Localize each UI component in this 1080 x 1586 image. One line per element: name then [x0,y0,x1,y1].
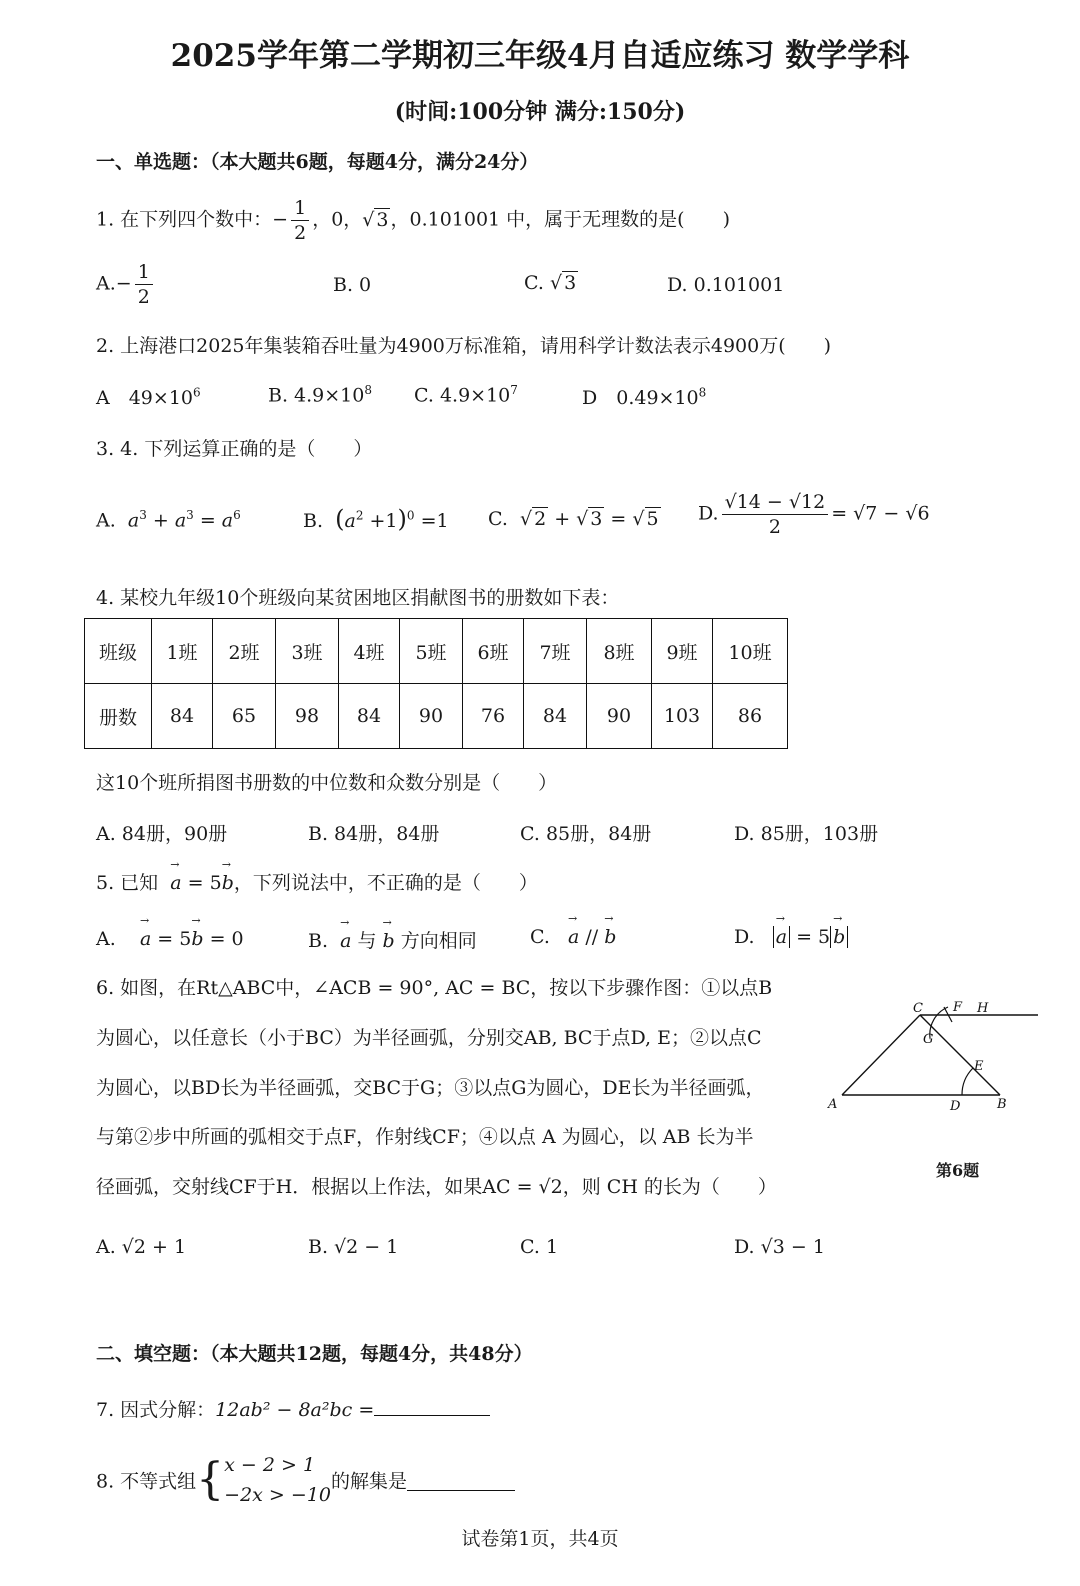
q1-opt-a-den: 2 [137,286,150,308]
label-h: H [977,1001,989,1016]
q5-opt-a-label: A. [96,928,116,950]
q5-stem-b: ，下列说法中，不正确的是（ ） [233,872,538,894]
question-4: 4. 某校九年级10个班级向某贫困地区捐献图书的册数如下表： [96,587,620,609]
table-cell: 8班 [587,619,652,684]
q3-opt-d-fraction [722,490,829,539]
table-cell: 4班 [339,619,400,684]
q2-opt-a-exp: 6 [193,385,201,400]
table-cell: 3班 [276,619,339,684]
q1-option-c [524,272,578,294]
q6-option-a: A. √2 + 1 [96,1236,187,1258]
segment-cb [920,1015,1000,1095]
q4-question: 这10个班所捐图书册数的中位数和众数分别是（ ） [96,772,558,794]
table-cell: 90 [400,684,463,749]
table-cell: 1班 [152,619,213,684]
table-cell: 5班 [400,619,463,684]
table-cell: 84 [339,684,400,749]
q5-option-d: D. → a = 5→ b [734,926,848,948]
q1-option-b: B. 0 [333,274,372,296]
table-cell: 6班 [463,619,524,684]
q1-opt-c-sqrt: √ 3 [549,272,577,294]
table-cell: 10班 [713,619,788,684]
q5-stem-a: 5. 已知 [96,872,159,894]
q7-expr: 12ab² − 8a²bc = [215,1399,375,1421]
page-subtitle: (时间:100分钟 满分:150分) [394,99,686,125]
table-cell: 84 [524,684,587,749]
q6-line-1: 6. 如图，在Rt△ABC中，∠ACB = 90°, AC = BC，按以下步骤作图：①以点B [96,977,773,999]
q6-line-2: 为圆心，以任意长（小于BC）为半径画弧，分别交AB, BC于点D, E；②以点C [96,1027,762,1049]
q2-opt-a-text: A 49×10 [96,387,193,409]
q1-minus: − [272,208,289,231]
q8-answer-blank[interactable] [407,1470,515,1491]
q2-opt-c-exp: 7 [510,383,518,397]
table-cell: 班级 [85,619,152,684]
q8-stem: 8. 不等式组 [96,1470,197,1493]
q4-option-b: B. 84册，84册 [308,823,440,845]
q1-fraction [291,196,309,245]
q6-option-d: D. √3 − 1 [734,1236,825,1258]
question-1 [96,196,730,245]
table-cell: 103 [652,684,713,749]
label-g: G [923,1032,934,1047]
q6-figure-caption: 第6题 [936,1161,980,1180]
q1-opt-c-label: C. [524,272,544,294]
q6-option-b: B. √2 − 1 [308,1236,399,1258]
table-cell: 2班 [213,619,276,684]
label-d: D [950,1099,961,1114]
page-footer: 试卷第1页，共4页 [461,1528,619,1550]
q4-option-c: C. 85册，84册 [520,823,652,845]
q3-option-b: B. $(a^2 +1)^0 =1$ [303,505,449,533]
q2-option-d [582,383,706,410]
q5-option-b: B. → a 与 → b 方向相同 [308,926,477,953]
question-2: 2. 上海港口2025年集装箱吞吐量为4900万标准箱，请用科学计数法表示4900万( ) [96,335,832,357]
q5-opt-b-label: B. [308,930,329,952]
q1-opt-a-num: 1 [135,260,153,285]
table-cell: 86 [713,684,788,749]
q4-option-a: A. 84册，90册 [96,823,228,845]
table-cell: 76 [463,684,524,749]
q1-mid: ，0， [312,208,363,231]
q1-frac-num: 1 [291,196,309,221]
table-cell: 90 [587,684,652,749]
q1-frac-den: 2 [294,222,307,244]
label-e: E [974,1059,984,1074]
q2-opt-d-exp: 8 [698,385,707,400]
table-row-header [85,619,788,684]
q8-system [224,1450,331,1510]
q3-opt-d-num: √14 − √12 [722,490,829,515]
q1-sqrt [362,209,390,231]
label-c: C [913,1001,923,1016]
table-cell: 65 [213,684,276,749]
q3-option-d [698,490,930,539]
q6-line-5: 径画弧，交射线CF于H．根据以上作法，如果AC = √2，则 CH 的长为（ ） [96,1176,777,1198]
q2-option-a [96,383,201,410]
table-cell: 7班 [524,619,587,684]
label-b: B [997,1097,1007,1112]
q1-opt-a-label: A.− [96,272,132,295]
label-a: A [828,1097,838,1112]
q7-stem: 7. 因式分解： [96,1399,216,1421]
brace-icon: { [196,1454,225,1505]
arc-de [962,1068,973,1095]
section-heading-2: 二、填空题：（本大题共12题，每题4分，共48分） [96,1343,533,1365]
q3-opt-b-label: B. [303,510,324,532]
q3-opt-a-label: A. [96,509,116,532]
q8-ineq-2: −2x > −10 [224,1484,331,1506]
q1-option-a [96,260,156,309]
donation-table [84,618,788,749]
q2-option-b [268,383,372,406]
table-cell: 册数 [85,684,152,749]
q5-option-c: C. → a // → b [530,926,616,948]
q6-figure [820,990,1040,1125]
table-cell: 98 [276,684,339,749]
q3-opt-d-den: 2 [768,516,781,538]
label-f: F [953,1000,963,1015]
q1-sqrt-val: 3 [376,208,389,231]
q8-ineq-1: x − 2 > 1 [224,1454,316,1476]
q7-answer-blank[interactable] [374,1395,490,1416]
q2-opt-b-exp: 8 [364,383,372,397]
q8-tail: 的解集是 [331,1470,408,1493]
segment-ac [842,1015,920,1095]
question-7 [96,1395,490,1422]
q5-opt-c-label: C. [530,926,550,948]
question-5: 5. 已知 → a = 5→ b，下列说法中，不正确的是（ ） [96,868,538,895]
q2-option-c [414,383,518,406]
table-row-values [85,684,788,749]
q2-opt-c-text: C. 4.9×10 [414,384,511,407]
q2-opt-d-text: D 0.49×10 [582,387,699,409]
page-title: 2025学年第二学期初三年级4月自适应练习 数学学科 [170,38,910,74]
q6-line-4: 与第②步中所画的弧相交于点F，作射线CF；④以点 A 为圆心，以 AB 长为半 [96,1126,754,1148]
q1-option-d: D. 0.101001 [667,274,785,296]
table-cell: 84 [152,684,213,749]
q5-opt-d-label: D. [734,926,755,948]
question-8 [96,1450,515,1510]
q1-stem: 1. 在下列四个数中： [96,208,273,231]
sqrt-sign: √ [362,208,375,231]
q6-option-c: C. 1 [520,1236,559,1258]
q3-opt-c-label: C. [488,508,508,530]
q3-option-a: A. $a^3 + a^3 = a^6$ [96,508,241,532]
q6-line-3: 为圆心，以BD长为半径画弧，交BC于G；③以点G为圆心，DE长为半径画弧， [96,1077,765,1099]
q1-end: ，0.101001 中，属于无理数的是( ) [390,208,731,231]
q5-opt-b-text: 方向相同 [400,930,477,952]
q5-option-a: A. → a = 5→ b = 0 [96,928,244,950]
q1-opt-c-val: 3 [564,272,577,294]
q2-opt-b-text: B. 4.9×10 [268,384,365,407]
q3-option-c: C. √ 2 + √ 3 = √ 5 [488,508,659,530]
q3-opt-d-label: D. [698,502,719,525]
q1-opt-a-fraction [135,260,153,309]
q4-option-d: D. 85册，103册 [734,823,879,845]
question-3: 3. 4. 下列运算正确的是（ ） [96,438,373,460]
q3-opt-d-rhs: = √7 − √6 [831,502,930,525]
table-cell: 9班 [652,619,713,684]
section-heading-1: 一、单选题：（本大题共6题，每题4分，满分24分） [96,151,539,173]
